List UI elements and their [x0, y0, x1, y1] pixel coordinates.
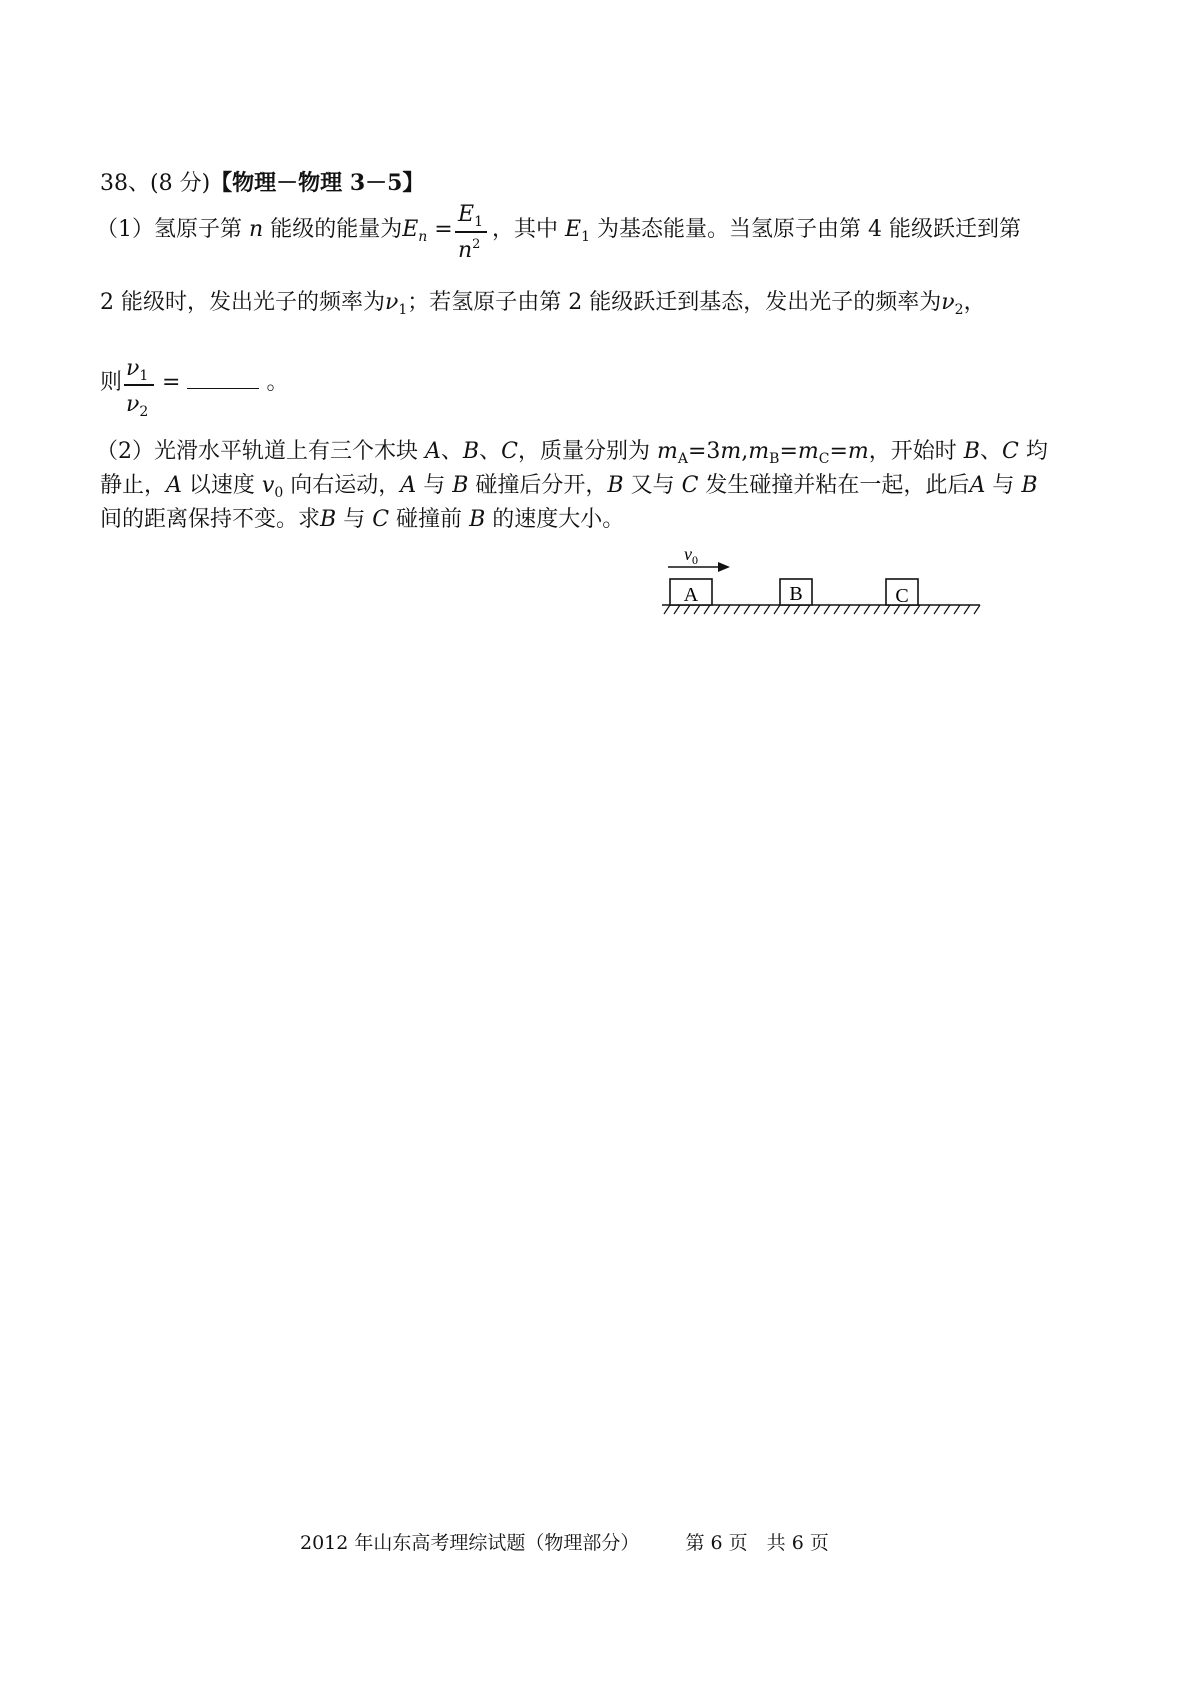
part2-line3: 间的距离保持不变。求B 与 C 碰撞前 B 的速度大小。 — [100, 507, 625, 532]
block-c-label: C — [895, 585, 909, 607]
part1-line3-ze: 则 — [100, 370, 123, 395]
answer-blank[interactable] — [187, 374, 259, 389]
collision-figure — [660, 540, 990, 620]
energy-fraction-bar — [455, 231, 487, 233]
part1-line3-answer: = 。 — [162, 370, 289, 395]
ratio-numerator: $\nu_1$ — [126, 356, 149, 384]
footer-page-info: 第 6 页 共 6 页 — [685, 1532, 829, 1554]
question-number: 38、(8 分) — [100, 171, 211, 196]
block-a-label: A — [683, 584, 699, 606]
energy-fraction-denominator: $n^2$ — [458, 237, 481, 263]
question-title — [100, 172, 424, 195]
question-topic: 【物理－物理 3－5】 — [210, 170, 425, 196]
part1-line1-rest: ，其中 $E_1$ 为基态能量。当氢原子由第 4 能级跃迁到第 — [492, 217, 1021, 245]
energy-fraction-numerator: $E_1$ — [458, 202, 483, 230]
collision-diagram — [660, 540, 990, 620]
velocity-label: $v_0$ — [684, 544, 698, 567]
ground-hatching — [664, 605, 980, 614]
part2-line2: 静止，A 以速度 $v_0$ 向右运动，A 与 B 碰撞后分开，B 又与 C 发生碰撞并粘在一起，此后A 与 B — [100, 473, 1038, 501]
block-b-label: B — [789, 583, 803, 605]
part2-line1: （2）光滑水平轨道上有三个木块 A、B、C，质量分别为 $m_A=3m,m_B=m_C=m$，开始时 B、C 均 — [96, 439, 1048, 467]
ratio-denominator: $\nu_2$ — [126, 392, 149, 420]
ratio-fraction-bar — [124, 384, 154, 386]
velocity-arrow-head — [718, 562, 730, 572]
part1-line1: （1）氢原子第 n 能级的能量为$E_n$ = — [96, 217, 453, 245]
part1-line2: 2 能级时，发出光子的频率为$\nu_1$；若氢原子由第 2 能级跃迁到基态，发出光子的频率为$\nu_2$， — [100, 290, 986, 318]
page-footer — [300, 1534, 829, 1553]
footer-exam-title: 2012 年山东高考理综试题（物理部分） — [300, 1532, 640, 1554]
